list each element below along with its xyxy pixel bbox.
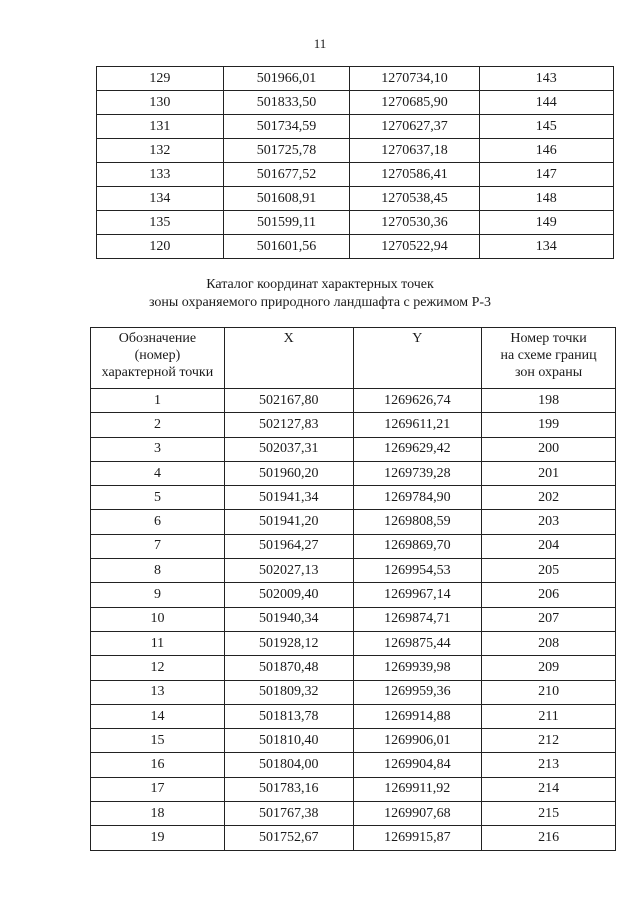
scheme-point-number-cell: 202	[482, 486, 616, 510]
point-id-cell: 9	[91, 583, 225, 607]
coordinates-catalog-table	[90, 327, 616, 851]
scheme-point-number-cell: 200	[482, 437, 616, 461]
table-row	[97, 235, 614, 259]
table-row	[91, 802, 616, 826]
point-id-cell: 7	[91, 534, 225, 558]
y-coordinate-cell: 1270522,94	[350, 235, 479, 259]
x-coordinate-cell: 501810,40	[224, 729, 353, 753]
y-coordinate-cell: 1270637,18	[350, 139, 479, 163]
scheme-point-number-cell: 144	[479, 91, 613, 115]
scheme-point-number-cell: 216	[482, 826, 616, 850]
scheme-point-number-cell: 208	[482, 631, 616, 655]
scheme-point-number-cell: 145	[479, 115, 613, 139]
x-coordinate-cell: 501870,48	[224, 656, 353, 680]
y-coordinate-cell: 1270734,10	[350, 67, 479, 91]
table-row	[97, 139, 614, 163]
table-row	[91, 631, 616, 655]
table-row	[91, 777, 616, 801]
point-id-cell: 5	[91, 486, 225, 510]
table-row	[91, 826, 616, 850]
scheme-point-number-cell: 205	[482, 559, 616, 583]
table-row	[91, 704, 616, 728]
x-coordinate-cell: 501941,34	[224, 486, 353, 510]
x-coordinate-cell: 502167,80	[224, 389, 353, 413]
x-coordinate-cell: 502027,13	[224, 559, 353, 583]
table-row	[97, 163, 614, 187]
y-coordinate-cell: 1269914,88	[353, 704, 482, 728]
point-id-cell: 131	[97, 115, 224, 139]
y-coordinate-cell: 1269954,53	[353, 559, 482, 583]
point-id-cell: 14	[91, 704, 225, 728]
scheme-point-number-cell: 147	[479, 163, 613, 187]
scheme-point-number-cell: 211	[482, 704, 616, 728]
point-id-cell: 130	[97, 91, 224, 115]
point-id-cell: 6	[91, 510, 225, 534]
scheme-point-number-cell: 199	[482, 413, 616, 437]
x-coordinate-cell: 501960,20	[224, 461, 353, 485]
x-coordinate-cell: 501752,67	[224, 826, 353, 850]
point-id-cell: 129	[97, 67, 224, 91]
point-id-cell: 120	[97, 235, 224, 259]
caption-line-1: Каталог координат характерных точек	[206, 277, 434, 292]
y-coordinate-cell: 1269875,44	[353, 631, 482, 655]
header-line: X	[283, 331, 294, 346]
point-id-cell: 10	[91, 607, 225, 631]
x-coordinate-cell: 501734,59	[223, 115, 350, 139]
table-row	[91, 753, 616, 777]
header-line: на схеме границ	[500, 348, 597, 363]
table-row	[91, 534, 616, 558]
header-line: Номер точки	[510, 331, 587, 346]
x-coordinate-cell: 501677,52	[223, 163, 350, 187]
x-coordinate-cell: 501833,50	[223, 91, 350, 115]
point-id-cell: 4	[91, 461, 225, 485]
y-coordinate-cell: 1270586,41	[350, 163, 479, 187]
table-row	[91, 680, 616, 704]
x-coordinate-cell: 502009,40	[224, 583, 353, 607]
y-coordinate-cell: 1269911,92	[353, 777, 482, 801]
header-x	[224, 328, 353, 389]
header-line: Обозначение	[118, 331, 197, 346]
y-coordinate-cell: 1269959,36	[353, 680, 482, 704]
header-line: зон охраны	[514, 365, 583, 380]
table-row	[97, 187, 614, 211]
scheme-point-number-cell: 206	[482, 583, 616, 607]
scheme-point-number-cell: 203	[482, 510, 616, 534]
x-coordinate-cell: 501809,32	[224, 680, 353, 704]
x-coordinate-cell: 501813,78	[224, 704, 353, 728]
y-coordinate-cell: 1270685,90	[350, 91, 479, 115]
x-coordinate-cell: 501940,34	[224, 607, 353, 631]
x-coordinate-cell: 501601,56	[223, 235, 350, 259]
y-coordinate-cell: 1269907,68	[353, 802, 482, 826]
y-coordinate-cell: 1269904,84	[353, 753, 482, 777]
table-row	[97, 91, 614, 115]
scheme-point-number-cell: 213	[482, 753, 616, 777]
scheme-point-number-cell: 198	[482, 389, 616, 413]
scheme-point-number-cell: 215	[482, 802, 616, 826]
header-y	[353, 328, 482, 389]
x-coordinate-cell: 502037,31	[224, 437, 353, 461]
table-row	[91, 559, 616, 583]
table-row	[91, 486, 616, 510]
header-point-designation	[91, 328, 225, 389]
scheme-point-number-cell: 149	[479, 211, 613, 235]
table-row	[91, 656, 616, 680]
scheme-point-number-cell: 207	[482, 607, 616, 631]
x-coordinate-cell: 501804,00	[224, 753, 353, 777]
x-coordinate-cell: 501599,11	[223, 211, 350, 235]
point-id-cell: 19	[91, 826, 225, 850]
table-row	[97, 67, 614, 91]
x-coordinate-cell: 501966,01	[223, 67, 350, 91]
y-coordinate-cell: 1269967,14	[353, 583, 482, 607]
header-scheme-point-number	[482, 328, 616, 389]
x-coordinate-cell: 501928,12	[224, 631, 353, 655]
table-row	[91, 510, 616, 534]
scheme-point-number-cell: 201	[482, 461, 616, 485]
point-id-cell: 135	[97, 211, 224, 235]
point-id-cell: 1	[91, 389, 225, 413]
y-coordinate-cell: 1269915,87	[353, 826, 482, 850]
x-coordinate-cell: 501725,78	[223, 139, 350, 163]
header-line: характерной точки	[101, 365, 214, 380]
y-coordinate-cell: 1270530,36	[350, 211, 479, 235]
y-coordinate-cell: 1270538,45	[350, 187, 479, 211]
x-coordinate-cell: 501783,16	[224, 777, 353, 801]
point-id-cell: 8	[91, 559, 225, 583]
table-row	[91, 583, 616, 607]
scheme-point-number-cell: 143	[479, 67, 613, 91]
table-row	[97, 115, 614, 139]
point-id-cell: 132	[97, 139, 224, 163]
table-row	[91, 607, 616, 631]
scheme-point-number-cell: 134	[479, 235, 613, 259]
table-row	[91, 413, 616, 437]
point-id-cell: 3	[91, 437, 225, 461]
table-header-row	[91, 328, 616, 389]
y-coordinate-cell: 1269874,71	[353, 607, 482, 631]
y-coordinate-cell: 1269808,59	[353, 510, 482, 534]
table-row	[91, 461, 616, 485]
point-id-cell: 133	[97, 163, 224, 187]
point-id-cell: 13	[91, 680, 225, 704]
catalog-caption	[0, 276, 640, 312]
y-coordinate-cell: 1269939,98	[353, 656, 482, 680]
table-row	[91, 437, 616, 461]
page-number: 11	[313, 36, 327, 51]
y-coordinate-cell: 1269626,74	[353, 389, 482, 413]
point-id-cell: 16	[91, 753, 225, 777]
table-row	[91, 389, 616, 413]
scheme-point-number-cell: 204	[482, 534, 616, 558]
x-coordinate-cell: 501964,27	[224, 534, 353, 558]
y-coordinate-cell: 1269784,90	[353, 486, 482, 510]
scheme-point-number-cell: 209	[482, 656, 616, 680]
scheme-point-number-cell: 214	[482, 777, 616, 801]
x-coordinate-cell: 501941,20	[224, 510, 353, 534]
table-row	[97, 211, 614, 235]
y-coordinate-cell: 1269629,42	[353, 437, 482, 461]
x-coordinate-cell: 501767,38	[224, 802, 353, 826]
y-coordinate-cell: 1269611,21	[353, 413, 482, 437]
point-id-cell: 17	[91, 777, 225, 801]
y-coordinate-cell: 1270627,37	[350, 115, 479, 139]
point-id-cell: 134	[97, 187, 224, 211]
x-coordinate-cell: 501608,91	[223, 187, 350, 211]
point-id-cell: 15	[91, 729, 225, 753]
x-coordinate-cell: 502127,83	[224, 413, 353, 437]
caption-line-2: зоны охраняемого природного ландшафта с режимом Р-3	[148, 295, 492, 310]
point-id-cell: 2	[91, 413, 225, 437]
header-line: (номер)	[134, 348, 181, 363]
point-id-cell: 18	[91, 802, 225, 826]
scheme-point-number-cell: 210	[482, 680, 616, 704]
scheme-point-number-cell: 148	[479, 187, 613, 211]
point-id-cell: 11	[91, 631, 225, 655]
scheme-point-number-cell: 212	[482, 729, 616, 753]
y-coordinate-cell: 1269739,28	[353, 461, 482, 485]
coordinates-table-continued	[96, 66, 614, 259]
table-row	[91, 729, 616, 753]
scheme-point-number-cell: 146	[479, 139, 613, 163]
header-line: Y	[412, 331, 423, 346]
y-coordinate-cell: 1269906,01	[353, 729, 482, 753]
y-coordinate-cell: 1269869,70	[353, 534, 482, 558]
point-id-cell: 12	[91, 656, 225, 680]
